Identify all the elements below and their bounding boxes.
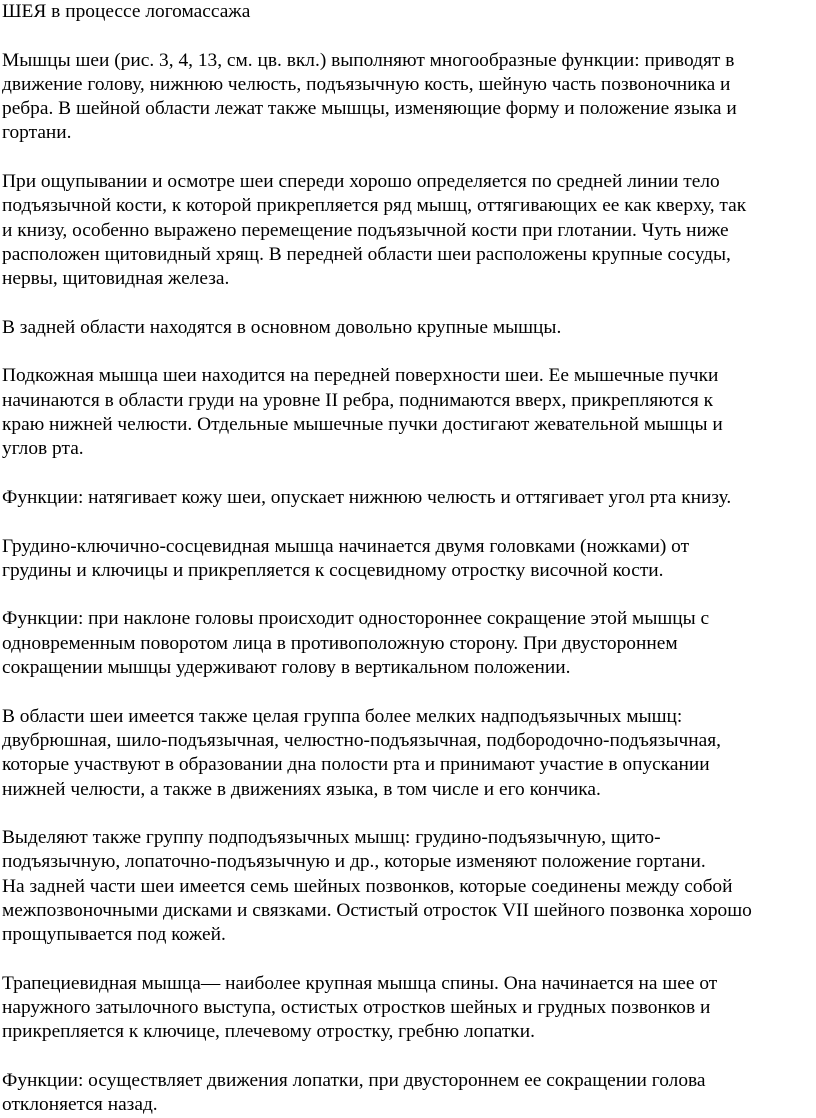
text-line: нижней челюсти, а также в движениях языка, в том числе и его кончика. <box>2 778 601 800</box>
paragraph-gap <box>2 292 810 316</box>
text-line: При ощупывании и осмотре шеи спереди хорошо определяется по средней линии тело <box>2 171 720 193</box>
text-line: межпозвоночными дисками и связками. Остистый отросток VII шейного позвонка хорошо <box>2 899 752 921</box>
text-line: которые участвуют в образовании дна полости рта и принимают участие в опускании <box>2 754 710 776</box>
paragraph-neck-muscles-functions <box>2 49 810 146</box>
text-line: движение голову, нижнюю челюсть, подъязычную кость, шейную часть позвоночника и <box>2 73 731 95</box>
text-line: гортани. <box>2 122 72 144</box>
paragraph-gap <box>2 1045 810 1069</box>
paragraph-palpation-front <box>2 170 810 291</box>
text-line: сокращении мышцы удерживают голову в вертикальном положении. <box>2 657 571 679</box>
text-line: грудины и ключицы и прикрепляется к сосцевидному отростку височной кости. <box>2 559 664 581</box>
paragraph-gap <box>2 340 810 364</box>
text-line: и книзу, особенно выражено перемещение подъязычной кости при глотании. Чуть ниже <box>2 219 729 241</box>
paragraph-gap <box>2 948 810 972</box>
paragraph-platysma-functions <box>2 486 810 510</box>
text-line: Мышцы шеи (рис. 3, 4, 13, см. цв. вкл.) выполняют многообразные функции: приводят в <box>2 49 735 71</box>
text-line: прощупывается под кожей. <box>2 924 226 946</box>
text-line: углов рта. <box>2 438 84 460</box>
paragraph-gap <box>2 583 810 607</box>
paragraph-gap <box>2 680 810 704</box>
text-line: Подкожная мышца шеи находится на передней поверхности шеи. Ее мышечные пучки <box>2 365 719 387</box>
text-line: Трапециевидная мышца— наиболее крупная мышца спины. Она начинается на шее от <box>2 972 718 994</box>
text-line: нервы, щитовидная железа. <box>2 268 230 290</box>
text-line: начинаются в области груди на уровне II ребра, поднимаются вверх, прикрепляются к <box>2 389 714 411</box>
paragraph-gap <box>2 462 810 486</box>
paragraph-back-area <box>2 316 810 340</box>
text-line: Функции: при наклоне головы происходит одностороннее сокращение этой мышцы с <box>2 608 710 630</box>
text-line: одновременным поворотом лица в противоположную сторону. При двустороннем <box>2 632 678 654</box>
text-line: Функции: натягивает кожу шеи, опускает нижнюю челюсть и оттягивает угол рта книзу. <box>2 486 732 508</box>
text-line: Грудино-ключично-сосцевидная мышца начинается двумя головками (ножками) от <box>2 535 690 557</box>
text-line: подъязычную, лопаточно-подъязычную и др., которые изменяют положение гортани. <box>2 851 706 873</box>
text-line: краю нижней челюсти. Отдельные мышечные пучки достигают жевательной мышцы и <box>2 414 723 436</box>
text-line: отклоняется назад. <box>2 1094 158 1116</box>
text-line: В задней области находятся в основном довольно крупные мышцы. <box>2 316 562 338</box>
text-line: двубрюшная, шило-подъязычная, челюстно-подъязычная, подбородочно-подъязычная, <box>2 729 721 751</box>
paragraph-gap <box>2 146 810 170</box>
paragraph-trapezius-functions <box>2 1069 810 1118</box>
text-line: Функции: осуществляет движения лопатки, при двустороннем ее сокращении голова <box>2 1070 706 1092</box>
text-line: подъязычной кости, к которой прикрепляется ряд мышц, оттягивающих ее как кверху, так <box>2 195 747 217</box>
text-line: Выделяют также группу подподъязычных мышц: грудино-подъязычную, щито- <box>2 827 661 849</box>
paragraph-gap <box>2 24 810 48</box>
paragraph-gap <box>2 510 810 534</box>
document-title: ШЕЯ в процессе логомассажа <box>2 1 251 22</box>
text-line: наружного затылочного выступа, остистых отростков шейных и грудных позвонков и <box>2 997 711 1019</box>
paragraph-infrahyoid-and-vertebrae <box>2 826 810 947</box>
paragraph-suprahyoid-muscles <box>2 705 810 802</box>
text-line: ребра. В шейной области лежат также мышцы, изменяющие форму и положение языка и <box>2 98 737 120</box>
paragraph-sternocleidomastoid <box>2 535 810 584</box>
text-line: расположен щитовидный хрящ. В передней области шеи расположены крупные сосуды, <box>2 243 731 265</box>
paragraph-trapezius <box>2 972 810 1045</box>
text-line: В области шеи имеется также целая группа более мелких надподъязычных мышц: <box>2 705 683 727</box>
paragraph-gap <box>2 802 810 826</box>
paragraph-sternocleidomastoid-functions <box>2 607 810 680</box>
paragraph-platysma <box>2 364 810 461</box>
text-line: прикрепляется к ключице, плечевому отростку, гребню лопатки. <box>2 1021 535 1043</box>
text-line: На задней части шеи имеется семь шейных позвонков, которые соединены между собой <box>2 875 733 897</box>
